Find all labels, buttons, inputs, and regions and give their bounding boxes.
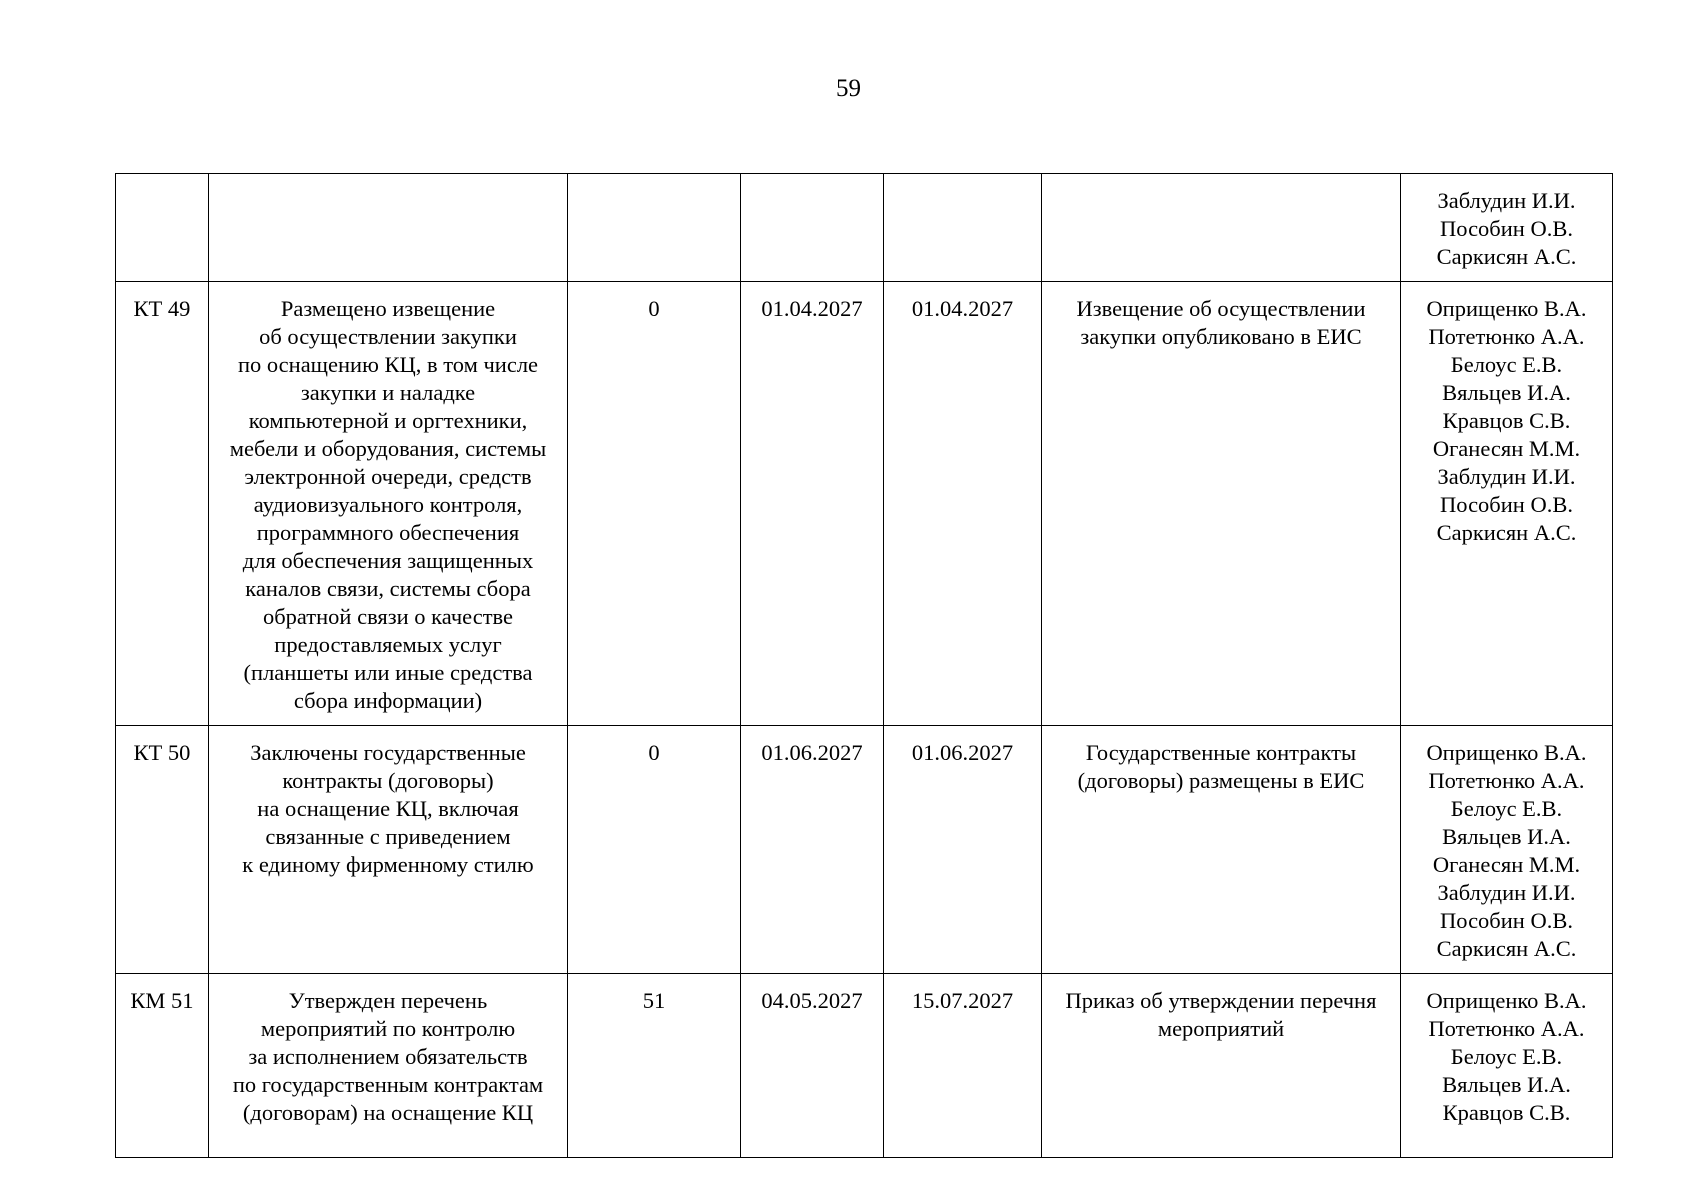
result-line: Государственные контракты (1085, 740, 1357, 765)
responsible-person: Саркисян А.С. (1436, 520, 1577, 545)
end-date-cell: 15.07.2027 (884, 974, 1042, 1158)
title-line: по оснащению КЦ, в том числе (237, 352, 539, 377)
start-date-cell: 01.04.2027 (741, 282, 884, 726)
title-line: (планшеты или иные средства (243, 660, 533, 685)
responsible-persons-cell (1401, 726, 1613, 974)
value-cell: 0 (568, 282, 741, 726)
responsible-person: Оприщенко В.А. (1426, 988, 1587, 1013)
responsible-person: Оприщенко В.А. (1426, 740, 1587, 765)
responsible-person: Пособин О.В. (1440, 492, 1573, 517)
responsible-person: Пособин О.В. (1440, 216, 1573, 241)
result-line: Приказ об утверждении перечня (1065, 988, 1377, 1013)
result-document-cell (1042, 974, 1401, 1158)
value-cell: 0 (568, 726, 741, 974)
result-document-cell (1042, 174, 1401, 282)
responsible-person: Заблудин И.И. (1437, 880, 1576, 905)
value-cell: 51 (568, 974, 741, 1158)
responsible-person: Заблудин И.И. (1437, 188, 1576, 213)
title-line: Утвержден перечень (288, 988, 488, 1013)
milestone-title-cell (209, 174, 568, 282)
title-line: мероприятий по контролю (260, 1016, 516, 1041)
title-line: контракты (договоры) (282, 768, 494, 793)
responsible-person: Белоус Е.В. (1450, 352, 1563, 377)
title-line: связанные с приведением (265, 824, 511, 849)
responsible-person: Потетюнко А.А. (1428, 324, 1585, 349)
title-line: закупки и наладке (300, 380, 476, 405)
title-line: об осуществлении закупки (259, 324, 517, 349)
title-line: сбора информации) (293, 688, 483, 713)
result-line: (договоры) размещены в ЕИС (1077, 768, 1365, 793)
title-line: обратной связи о качестве (262, 604, 514, 629)
end-date-cell: 01.06.2027 (884, 726, 1042, 974)
responsible-person: Белоус Е.В. (1450, 1044, 1563, 1069)
title-line: электронной очереди, средств (244, 464, 532, 489)
milestone-code-cell: КТ 49 (116, 282, 209, 726)
milestone-code-cell (116, 174, 209, 282)
title-line: предоставляемых услуг (274, 632, 502, 657)
title-line: для обеспечения защищенных (242, 548, 534, 573)
result-line: мероприятий (1157, 1016, 1285, 1041)
title-line: (договорам) на оснащение КЦ (242, 1100, 534, 1125)
milestone-title-cell (209, 726, 568, 974)
title-line: аудиовизуального контроля, (253, 492, 523, 517)
title-line: на оснащение КЦ, включая (257, 796, 519, 821)
responsible-person: Белоус Е.В. (1450, 796, 1563, 821)
responsible-person: Оганесян М.М. (1432, 436, 1581, 461)
milestone-title-cell (209, 974, 568, 1158)
start-date-cell: 01.06.2027 (741, 726, 884, 974)
responsible-person: Вяльцев И.А. (1442, 824, 1571, 849)
responsible-person: Кравцов С.В. (1442, 408, 1571, 433)
table-row (116, 726, 1613, 974)
responsible-person: Саркисян А.С. (1436, 936, 1577, 961)
title-line: компьютерной и оргтехники, (248, 408, 528, 433)
start-date-cell (741, 174, 884, 282)
responsible-person: Оприщенко В.А. (1426, 296, 1587, 321)
responsible-persons-cell (1401, 282, 1613, 726)
result-document-cell (1042, 726, 1401, 974)
responsible-persons-cell (1401, 974, 1613, 1158)
responsible-person: Вяльцев И.А. (1442, 380, 1571, 405)
title-line: по государственным контрактам (232, 1072, 544, 1097)
plan-table (115, 173, 1613, 1158)
end-date-cell (884, 174, 1042, 282)
milestone-code-cell: КМ 51 (116, 974, 209, 1158)
responsible-person: Пособин О.В. (1440, 908, 1573, 933)
page-number: 59 (836, 75, 861, 102)
responsible-person: Оганесян М.М. (1432, 852, 1581, 877)
responsible-person: Саркисян А.С. (1436, 244, 1577, 269)
title-line: за исполнением обязательств (248, 1044, 528, 1069)
responsible-person: Потетюнко А.А. (1428, 1016, 1585, 1041)
table-row (116, 174, 1613, 282)
responsible-person: Заблудин И.И. (1437, 464, 1576, 489)
result-document-cell (1042, 282, 1401, 726)
table-row (116, 974, 1613, 1158)
start-date-cell: 04.05.2027 (741, 974, 884, 1158)
title-line: мебели и оборудования, системы (229, 436, 547, 461)
milestone-title-cell (209, 282, 568, 726)
title-line: к единому фирменному стилю (242, 852, 534, 877)
result-line: закупки опубликовано в ЕИС (1080, 324, 1362, 349)
title-line: Размещено извещение (280, 296, 496, 321)
title-line: программного обеспечения (256, 520, 520, 545)
table-row (116, 282, 1613, 726)
title-line: Заключены государственные (250, 740, 526, 765)
milestone-code-cell: КТ 50 (116, 726, 209, 974)
result-line: Извещение об осуществлении (1076, 296, 1366, 321)
responsible-person: Кравцов С.В. (1442, 1100, 1571, 1125)
responsible-persons-cell (1401, 174, 1613, 282)
end-date-cell: 01.04.2027 (884, 282, 1042, 726)
value-cell (568, 174, 741, 282)
title-line: каналов связи, системы сбора (245, 576, 531, 601)
responsible-person: Вяльцев И.А. (1442, 1072, 1571, 1097)
responsible-person: Потетюнко А.А. (1428, 768, 1585, 793)
